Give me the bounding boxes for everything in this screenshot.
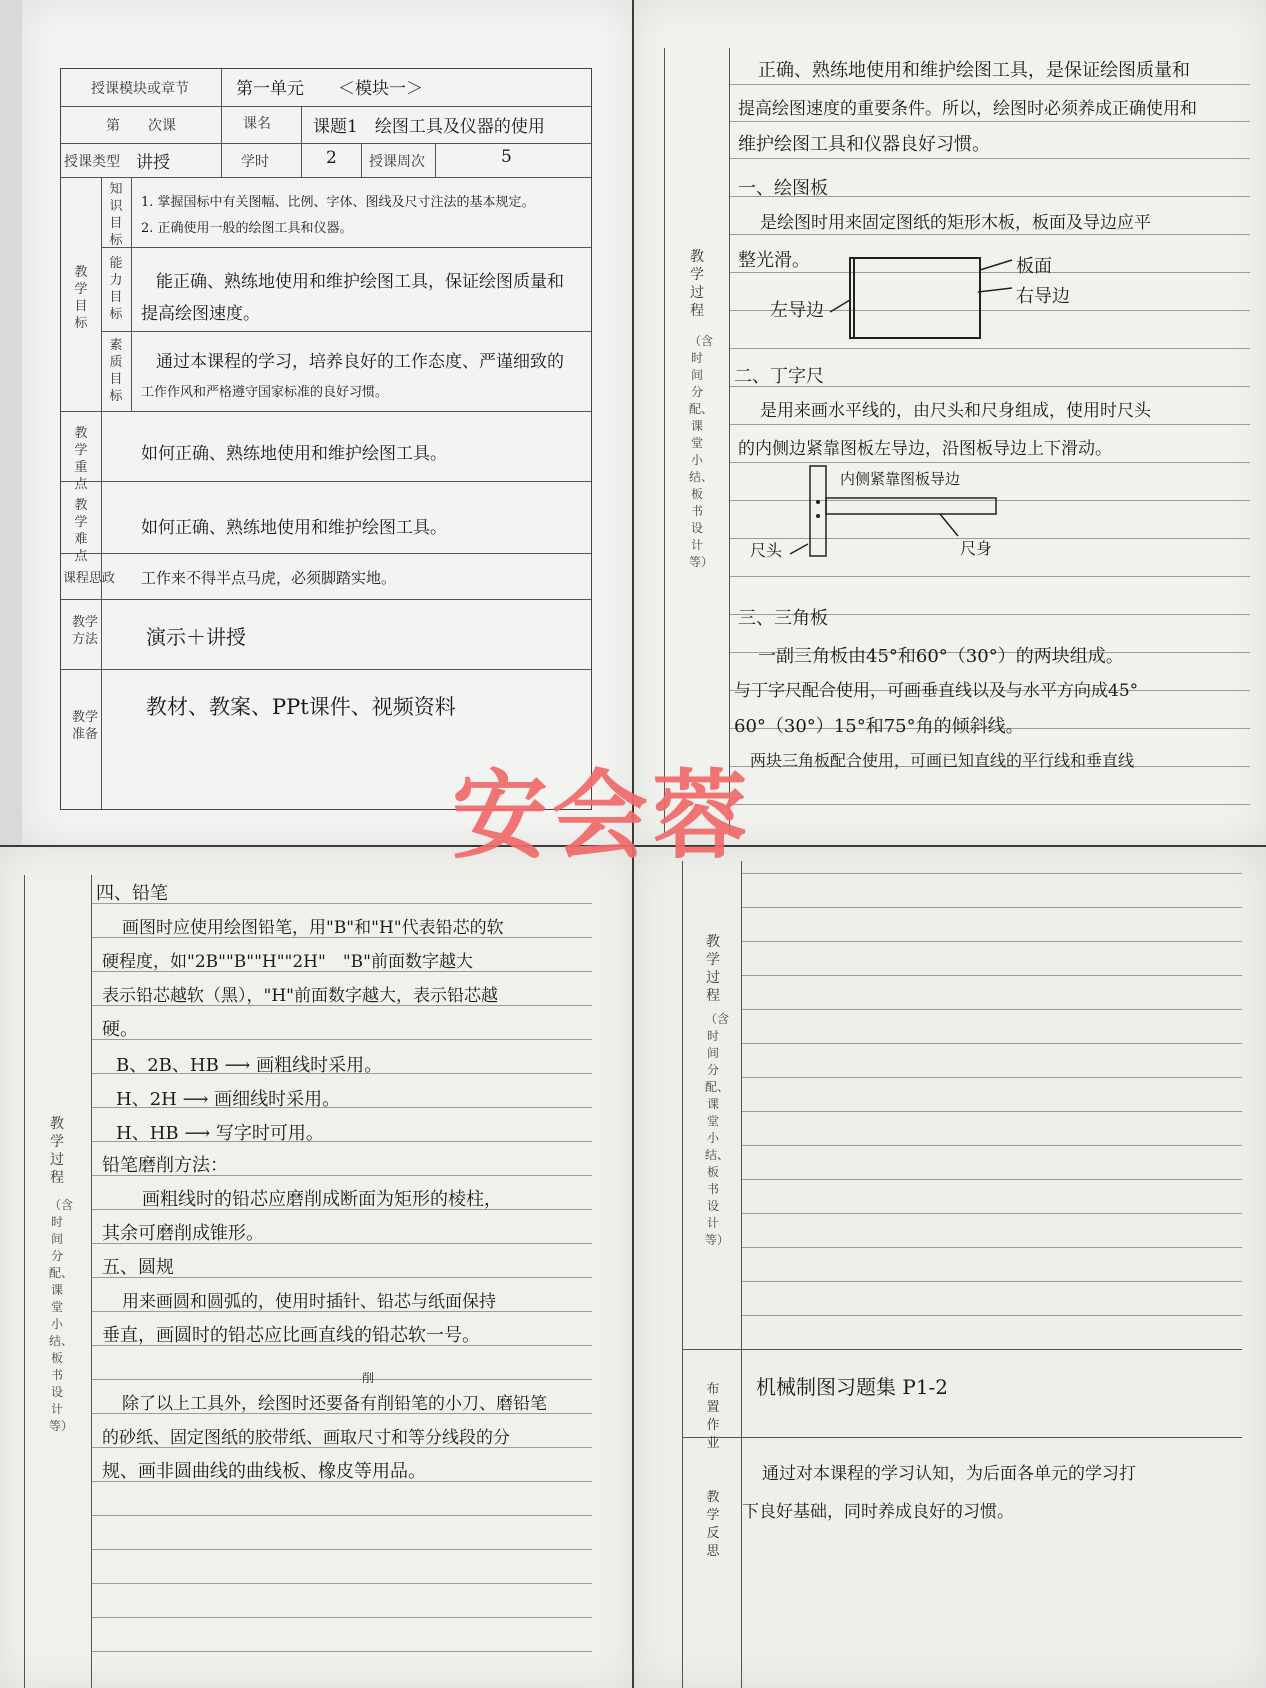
process-label-column-3 (682, 861, 742, 1688)
p3-line-14: 垂直，画圆时的铅芯应比画直线的铅芯软一号。 (102, 1325, 480, 1346)
p2-line-2: 提高绘图速度的重要条件。所以，绘图时必须养成正确使用和 (738, 99, 1197, 119)
p3-line-18: 规、画非圆曲线的曲线板、橡皮等用品。 (102, 1461, 426, 1482)
difficulty-value: 如何正确、熟练地使用和维护绘图工具。 (141, 518, 447, 538)
tsquare-dot-2 (816, 514, 820, 518)
prep-value: 教材、教案、PPt课件、视频资料 (146, 695, 456, 719)
teaching-process-page-3 (634, 847, 1266, 1688)
name-watermark: 安会蓉 (452, 760, 752, 872)
p3-line-10: 画粗线时的铅芯应磨削成断面为矩形的棱柱， (142, 1189, 502, 1210)
p3-line-17: 的砂纸、固定图纸的胶带纸、画取尺寸和等分线段的分 (102, 1428, 510, 1448)
photo-page-3 (0, 847, 632, 1688)
process-label: 教学过程 (690, 249, 704, 319)
quality-line-2: 工作作风和严格遵守国家标准的良好习惯。 (141, 385, 389, 400)
right-edge-arrow (978, 288, 1012, 292)
photo-page-4 (634, 847, 1266, 1688)
key-value: 如何正确、熟练地使用和维护绘图工具。 (141, 444, 447, 464)
p2-line-3: 维护绘图工具和仪器良好习惯。 (738, 134, 990, 155)
p3-line-5: 硬。 (102, 1019, 138, 1040)
process-sublabel: （含时间分配、课堂小结、板书设计等） (689, 334, 714, 569)
p3-line-2: 画图时应使用绘图铅笔，用"B"和"H"代表铅芯的软 (122, 918, 504, 938)
process-sublabel-3: （含时间分配、课堂小结、板书设计等） (705, 1012, 730, 1247)
process-label-column-2 (24, 875, 92, 1688)
p2-line-10: 三、三角板 (738, 608, 828, 629)
type-label: 授课类型 (64, 154, 120, 170)
process-label-3: 教学过程 (706, 934, 720, 1004)
p2-line-4: 一、绘图板 (738, 178, 828, 199)
tsquare-inner-label: 内侧紧靠图板导边 (840, 470, 961, 488)
p3-line-12: 五、圆规 (102, 1257, 174, 1278)
quality-line-1: 通过本课程的学习，培养良好的工作态度、严谨细致的 (156, 352, 564, 372)
p3-line-6: B、2B、HB ⟶ 画粗线时采用。 (116, 1055, 383, 1076)
photo-page-1 (0, 0, 632, 845)
objectives-label: 教学目标 (74, 265, 88, 331)
process-ruled-area-1 (730, 48, 1250, 838)
p2-line-9: 的内侧边紧靠图板左导边，沿图板导边上下滑动。 (738, 439, 1112, 459)
tsquare-head-label: 尺头 (750, 541, 783, 560)
process-ruled-area-3 (742, 861, 1242, 1688)
tsquare-dot-1 (816, 500, 820, 504)
p3-line-8: H、HB ⟶ 写字时可用。 (116, 1123, 324, 1144)
course-name-label: 课名 (243, 116, 271, 132)
body-arrow (940, 514, 958, 536)
difficulty-label: 教学难点 (74, 498, 88, 564)
week-label: 授课周次 (369, 154, 425, 170)
ideology-value: 工作来不得半点马虎，必须脚踏实地。 (141, 569, 397, 587)
knowledge-line-1: 1. 掌握国标中有关图幅、比例、字体、图线及尺寸注法的基本规定。 (141, 195, 535, 210)
board-face-label: 板面 (1016, 256, 1052, 277)
ability-line-1: 能正确、熟练地使用和维护绘图工具，保证绘图质量和 (156, 272, 564, 292)
p2-line-7: 二、丁字尺 (734, 366, 824, 387)
ability-label: 能力目标 (109, 256, 123, 322)
reflection-label: 教学反思 (706, 1490, 720, 1559)
lesson-plan-form-page (22, 0, 632, 845)
tsquare-body (826, 498, 996, 514)
p2-line-12: 与丁字尺配合使用，可画垂直线以及与水平方向成45° (734, 681, 1139, 701)
prep-label: 教学准备 (72, 710, 99, 742)
knowledge-line-2: 2. 正确使用一般的绘图工具和仪器。 (141, 221, 353, 236)
process-ruled-area-2 (92, 875, 592, 1688)
tsquare-body-label: 尺身 (960, 539, 993, 558)
week-value: 5 (501, 147, 512, 167)
process-label-2: 教学过程 (50, 1116, 64, 1186)
method-value: 演示＋讲授 (146, 625, 246, 649)
p3-line-4: 表示铅芯越软（黑），"H"前面数字越大，表示铅芯越 (102, 986, 498, 1006)
p3-line-3: 硬程度，如"2B""B""H""2H" "B"前面数字越大 (102, 952, 473, 972)
reflection-line-1: 通过对本课程的学习认知，为后面各单元的学习打 (762, 1464, 1136, 1484)
ideology-label: 课程思政 (63, 571, 116, 586)
left-edge-arrow (830, 300, 850, 312)
p2-line-8: 是用来画水平线的，由尺头和尺身组成，使用时尺头 (760, 401, 1151, 421)
quality-label: 素质目标 (109, 338, 123, 404)
head-arrow (790, 544, 808, 554)
p3-line-9: 铅笔磨削方法： (102, 1155, 228, 1176)
lesson-plan-table (60, 68, 592, 810)
ability-line-2: 提高绘图速度。 (141, 304, 260, 324)
p2-line-6: 整光滑。 (738, 250, 810, 271)
homework-label: 布置作业 (706, 1382, 720, 1451)
p3-line-7: H、2H ⟶ 画细线时采用。 (116, 1089, 341, 1110)
process-sublabel-2: （含时间分配、课堂小结、板书设计等） (49, 1198, 74, 1433)
process-label-column (664, 48, 730, 833)
p3-insert-mark: 削 (362, 1371, 375, 1385)
board-rect (850, 258, 980, 338)
knowledge-label: 知识目标 (109, 182, 123, 248)
module-label: 授课模块或章节 (91, 81, 189, 97)
face-arrow (980, 260, 1012, 270)
hours-value: 2 (326, 148, 337, 168)
p2-line-1: 正确、熟练地使用和维护绘图工具，是保证绘图质量和 (758, 60, 1190, 81)
key-label: 教学重点 (74, 426, 88, 492)
p3-line-13: 用来画圆和圆弧的，使用时插针、铅芯与纸面保持 (122, 1292, 496, 1312)
module-value: 第一单元 ＜模块一＞ (236, 79, 423, 99)
p2-line-5: 是绘图时用来固定图纸的矩形木板，板面及导边应平 (760, 213, 1151, 233)
lesson-no-label: 第 次课 (106, 118, 176, 134)
method-label: 教学方法 (72, 615, 99, 647)
p2-line-11: 一副三角板由45°和60°（30°）的两块组成。 (758, 646, 1124, 667)
p3-line-11: 其余可磨削成锥形。 (102, 1223, 264, 1244)
teaching-process-page-2 (0, 847, 632, 1688)
hours-label: 学时 (241, 154, 269, 170)
p2-line-14: 两块三角板配合使用，可画已知直线的平行线和垂直线 (750, 751, 1135, 770)
board-right-edge-label: 右导边 (1016, 286, 1070, 307)
teaching-process-page-1 (634, 0, 1266, 845)
p2-line-13: 60°（30°）15°和75°角的倾斜线。 (734, 716, 1024, 737)
homework-value: 机械制图习题集 P1-2 (756, 1375, 949, 1399)
p3-line-1: 四、铅笔 (96, 883, 168, 904)
board-left-edge-label: 左导边 (770, 300, 824, 321)
photo-page-2 (634, 0, 1266, 845)
reflection-line-2: 下良好基础，同时养成良好的习惯。 (742, 1502, 1014, 1522)
type-value: 讲授 (136, 153, 170, 173)
tsquare-head (810, 466, 826, 556)
p3-line-16: 除了以上工具外，绘图时还要备有削铅笔的小刀、磨铅笔 (122, 1394, 547, 1414)
course-name-value: 课题1 绘图工具及仪器的使用 (313, 117, 545, 137)
